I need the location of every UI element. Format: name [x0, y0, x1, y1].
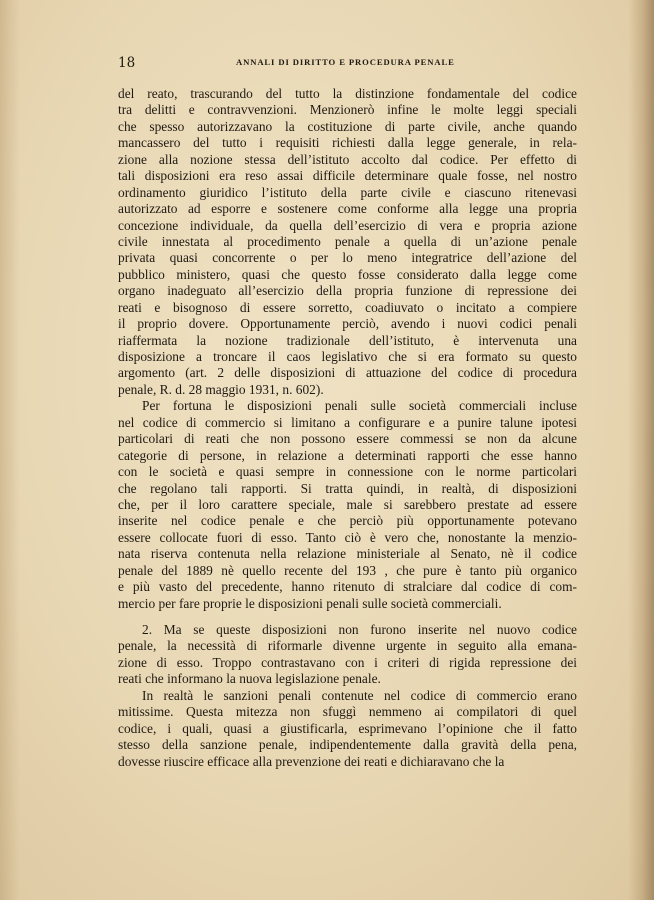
page-binding-edge — [628, 0, 654, 900]
text-line: tra delitti e contravvenzioni. Menzionerò infine le molte leggi speciali — [118, 102, 577, 118]
paragraph — [118, 688, 577, 770]
text-line: del reato, trascurando del tutto la distinzione fondamentale del codice — [118, 86, 577, 101]
text-line: stesso della sanzione penale, indipendentemente dalla gravità della pena, — [118, 737, 577, 753]
text-line: organo inadeguato all’esercizio della propria funzione di repressione dei — [118, 283, 577, 299]
text-line: argomento (art. 2 delle disposizioni di attuazione del codice di procedura — [118, 365, 577, 381]
paragraph — [118, 398, 577, 612]
text-line: 2. Ma se queste disposizioni non furono inserite nel nuovo codice — [142, 622, 577, 637]
text-line: mancassero del tutto i requisiti richiesti dalla legge generale, in rela- — [118, 135, 577, 151]
text-line: pubblico ministero, quasi che questo fosse considerato dalla legge come — [118, 266, 577, 282]
text-line: con le società e quasi sempre in connessione con le norme particolari — [118, 464, 577, 480]
text-line: autorizzato ad esporre e sostenere come conforme alla legge una propria — [118, 201, 577, 217]
text-line: che, per il loro carattere speciale, male si sarebbero prestate ad essere — [118, 496, 577, 512]
text-line: che spesso autorizzavano la costituzione di parte civile, anche quando — [118, 118, 577, 134]
paragraph — [118, 622, 577, 688]
text-line: concezione individuale, da quella dell’esercizio di vera e propria azione — [118, 217, 577, 233]
text-line: categorie di persone, in relazione a determinati rapporti che esse hanno — [118, 447, 577, 463]
page-header — [118, 55, 578, 73]
text-line: penale, R. d. 28 maggio 1931, n. 602). — [118, 381, 324, 397]
text-line: Per fortuna le disposizioni penali sulle società commerciali incluse — [142, 398, 577, 414]
text-line: disposizione a troncare il caos legislativo che si era formato su questo — [118, 349, 577, 364]
text-line: reati e bisognoso di essere sorretto, coadiuvato o incitato a compiere — [118, 299, 577, 315]
text-line: inserite nel codice penale e che perciò più opportunamente potevano — [118, 513, 577, 529]
text-line: tali disposizioni era reso assai difficile determinare quale fosse, nel nostro — [118, 168, 577, 184]
page-number: 18 — [118, 55, 136, 71]
text-line: che regolano tali rapporti. Si tratta quindi, in realtà, di disposizioni — [118, 480, 577, 496]
text-line: nel codice di commercio si limitano a configurare e a punire talune ipotesi — [118, 414, 577, 430]
paragraph — [118, 86, 577, 398]
page-left-shadow — [0, 0, 20, 900]
body-text — [118, 86, 577, 770]
text-line: In realtà le sanzioni penali contenute nel codice di commercio erano — [142, 687, 577, 703]
text-line: riaffermata la nozione tradizionale dell’istituto, è intervenuta una — [118, 332, 577, 348]
text-line: ordinamento giuridico l’istituto della parte civile e ciascuno ritenevasi — [118, 184, 577, 200]
text-line: penale del 1889 nè quello recente del 193 , che pure è tanto più organico — [118, 562, 577, 578]
running-title: ANNALI DI DIRITTO E PROCEDURA PENALE — [236, 57, 455, 67]
text-line: essere collocate fuori di esso. Tanto ciò è vero che, nonostante la menzio- — [118, 529, 577, 545]
text-line: codice, i quali, quasi a giustificarla, esprimevano l’opinione che il fatto — [118, 720, 577, 736]
text-line: zione di esso. Troppo contrastavano con i criteri di rigida repressione dei — [118, 654, 577, 670]
section-gap — [118, 612, 577, 622]
text-line: reati che informano la nuova legislazione penale. — [118, 671, 381, 687]
text-line: zione alla nozione stessa dell’istituto accolto dal codice. Per effetto di — [118, 151, 577, 167]
text-line: il proprio dovere. Opportunamente perciò, avendo i nuovi codici penali — [118, 316, 577, 332]
text-line: nata riserva contenuta nella relazione ministeriale al Senato, nè il codice — [118, 546, 577, 562]
text-line: privata quasi concorrente o per lo meno integratrice dell’azione del — [118, 250, 577, 266]
text-line: dovesse riuscire efficace alla prevenzione dei reati e dichiaravano che la — [118, 753, 505, 769]
text-line: civile innestata al procedimento penale a quella di un’azione penale — [118, 233, 577, 249]
text-line: particolari di reati che non possono essere commessi se non da alcune — [118, 431, 577, 447]
text-line: penale, la necessità di riformarle divenne urgente in seguito alla emana- — [118, 638, 577, 654]
text-line: mercio per fare proprie le disposizioni penali sulle società commerciali. — [118, 595, 502, 611]
text-line: mitissime. Questa mitezza non sfuggì nemmeno ai compilatori di quel — [118, 704, 577, 720]
text-line: e più vasto del precedente, hanno ritenuto di stralciare dal codice di com- — [118, 579, 577, 595]
